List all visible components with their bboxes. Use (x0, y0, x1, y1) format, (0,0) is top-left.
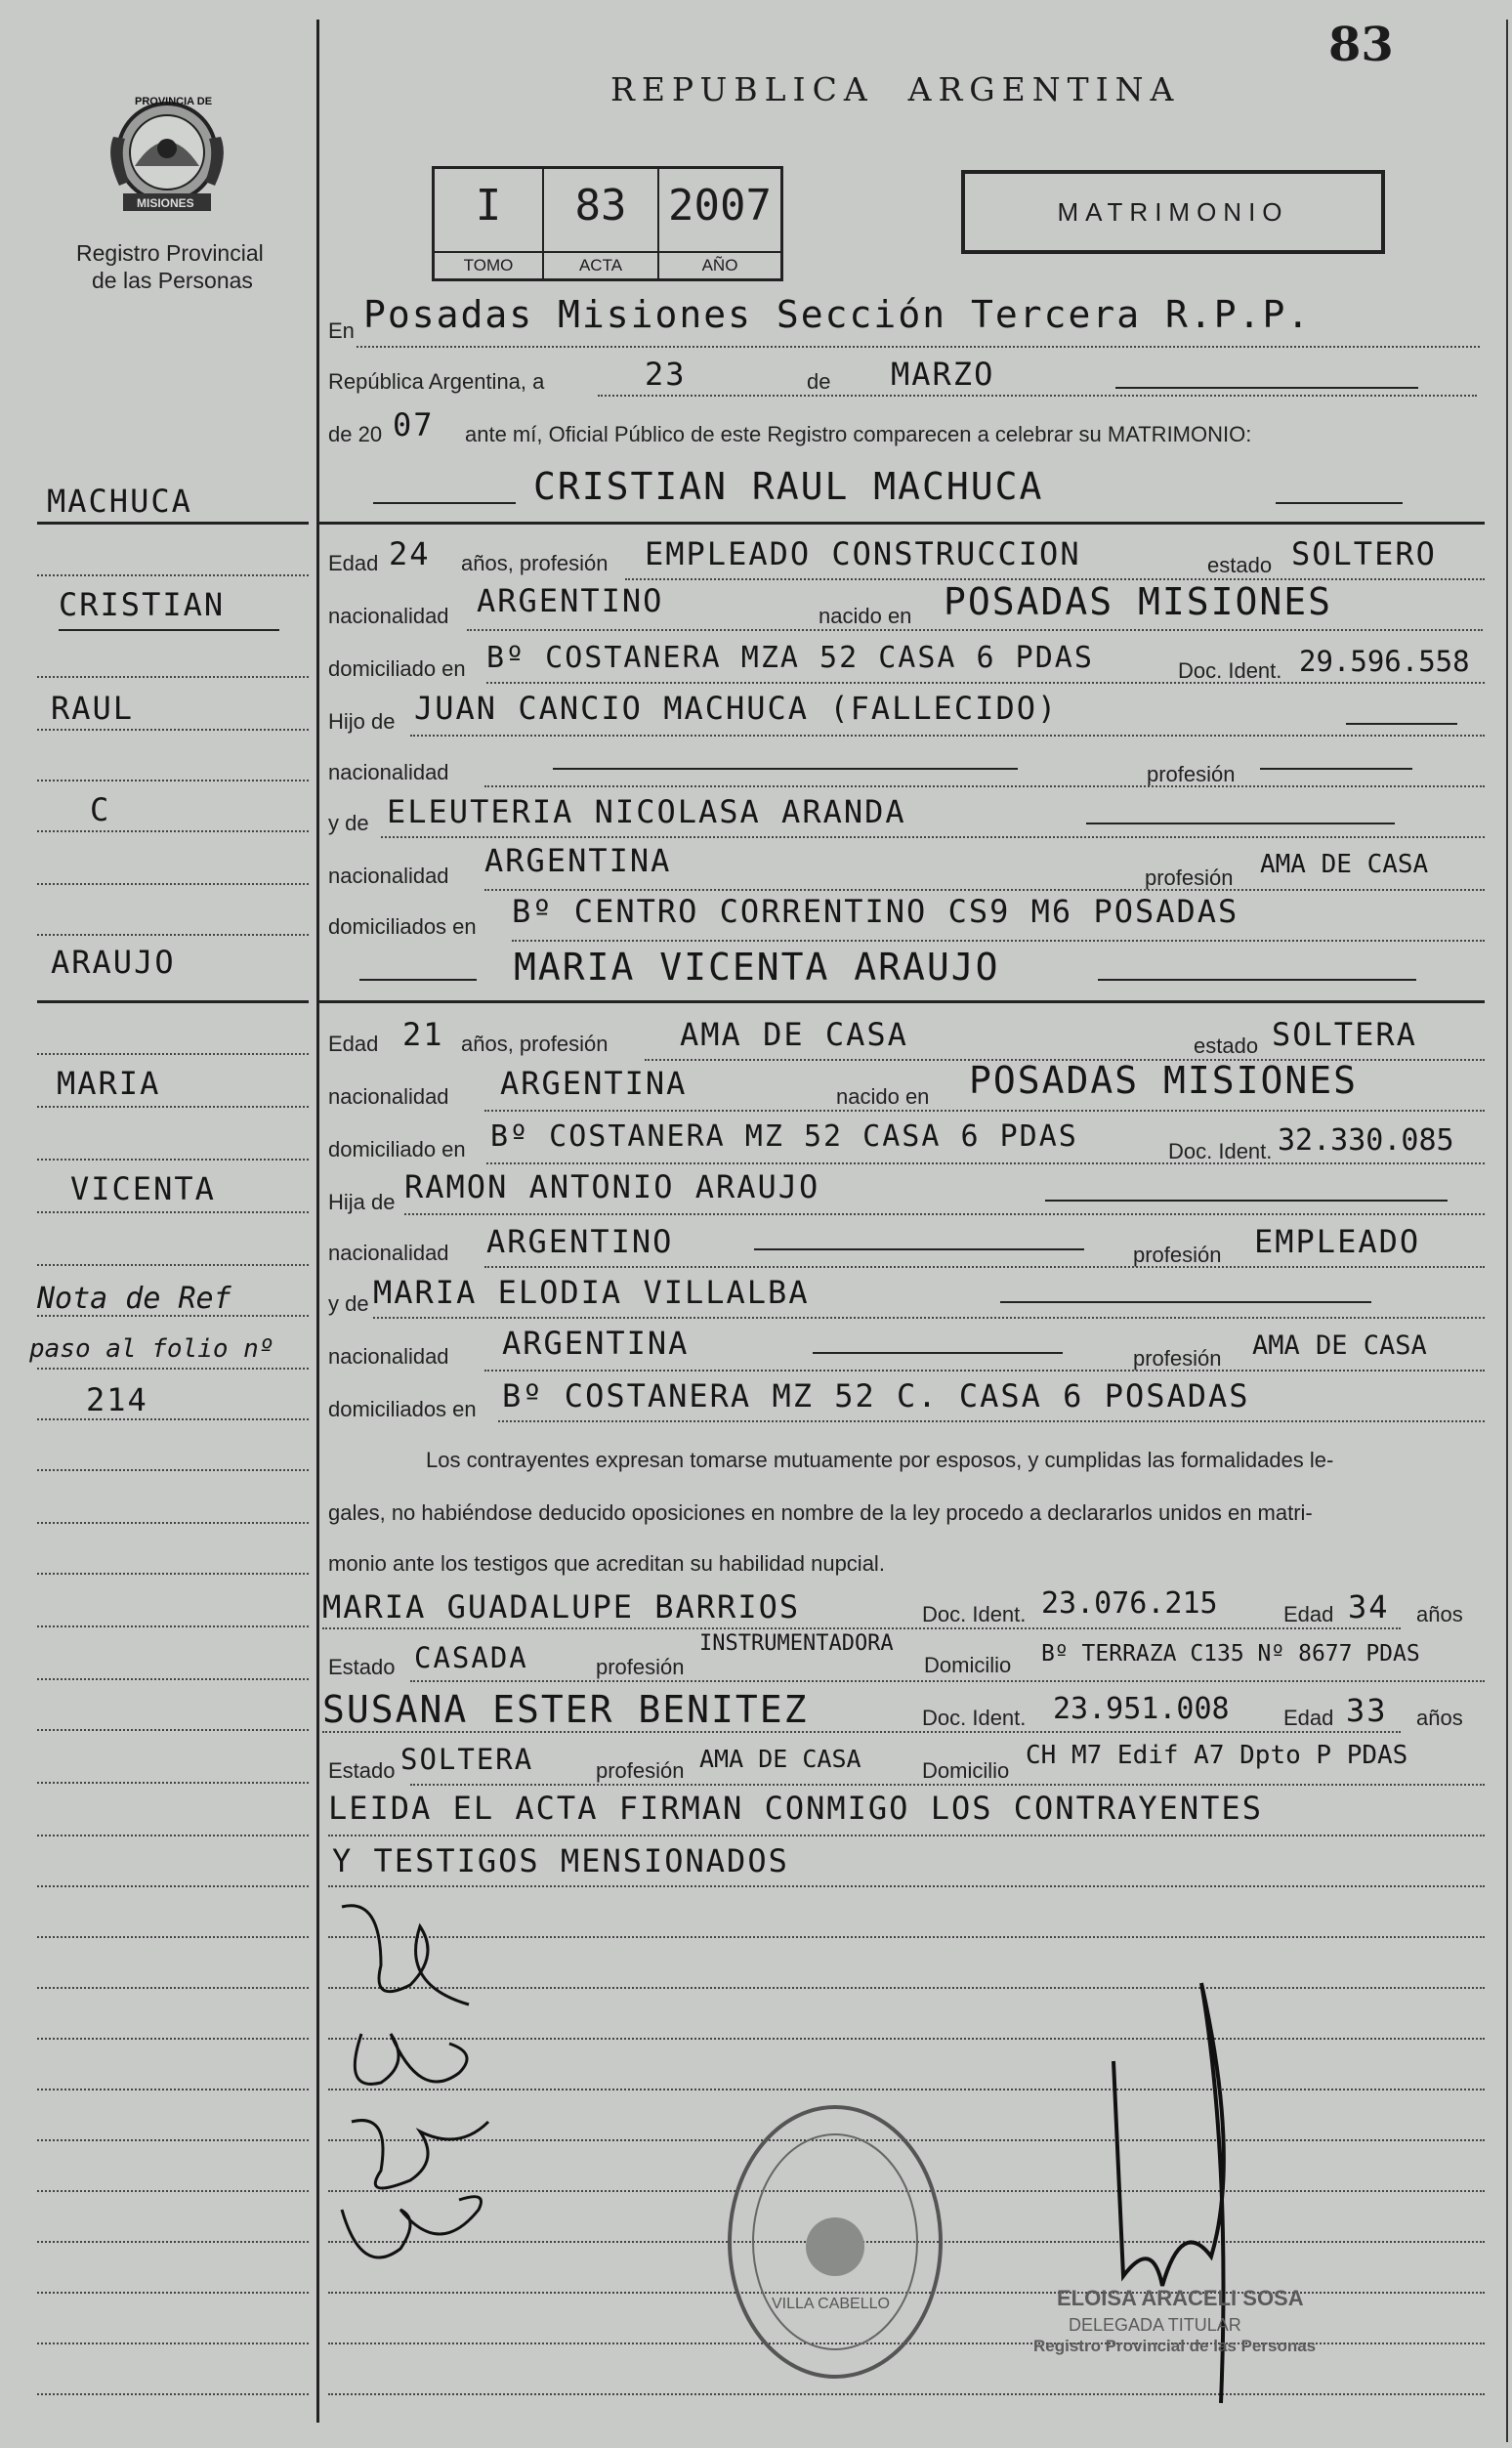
province-seal (105, 88, 229, 221)
round-seal (723, 2100, 947, 2384)
bride-profession: AMA DE CASA (680, 1016, 908, 1053)
bride-father-profession: EMPLEADO (1254, 1223, 1421, 1260)
stamp-line2: DELEGADA TITULAR (1069, 2315, 1241, 2335)
witness2-edad-label: Edad (1283, 1706, 1334, 1730)
bride-mother: MARIA ELODIA VILLALBA (373, 1274, 810, 1311)
acta-label: ACTA (544, 251, 657, 278)
bride-doc-label: Doc. Ident. (1168, 1139, 1273, 1163)
margin-bride-name1: MARIA (57, 1065, 161, 1102)
groom-mother-profession: AMA DE CASA (1260, 850, 1429, 879)
bride-prof-label: años, profesión (461, 1032, 609, 1056)
groom-doc: 29.596.558 (1299, 645, 1470, 678)
groom-estado-label: estado (1207, 553, 1273, 577)
country-title: REPUBLICA ARGENTINA (610, 70, 1181, 108)
bride-nacido-label: nacido en (836, 1084, 930, 1109)
bride-full-name: MARIA VICENTA ARAUJO (514, 946, 1000, 989)
margin-divider (316, 20, 319, 2423)
bride-parents-dom-label: domiciliados en (328, 1397, 477, 1421)
bride-father-prof-label: profesión (1133, 1243, 1222, 1267)
bride-nac-label: nacionalidad (328, 1084, 449, 1109)
witness2-anios: años (1416, 1706, 1463, 1730)
bride-mother-nationality: ARGENTINA (502, 1325, 690, 1362)
groom-address: Bº COSTANERA MZA 52 CASA 6 PDAS (486, 641, 1094, 675)
groom-full-name: CRISTIAN RAUL MACHUCA (533, 465, 1044, 508)
contracting-parties-signatures (322, 1887, 508, 2298)
groom-parents-dom-label: domiciliados en (328, 914, 477, 939)
bride-edad-label: Edad (328, 1032, 379, 1056)
witness1-status: CASADA (414, 1641, 528, 1674)
republica-label: República Argentina, a (328, 369, 545, 394)
year-suffix: 07 (393, 406, 435, 443)
bride-father-nac-label: nacionalidad (328, 1241, 449, 1265)
witness1-anios: años (1416, 1602, 1463, 1626)
closing-line2: Y TESTIGOS MENSIONADOS (332, 1842, 789, 1879)
groom-nacido-label: nacido en (819, 604, 912, 628)
bride-nationality: ARGENTINA (500, 1065, 688, 1102)
witness2-profession: AMA DE CASA (699, 1745, 861, 1773)
witness2-status: SOLTERA (400, 1743, 534, 1776)
anio-value: 2007 (668, 181, 772, 231)
declaration-line1: Los contrayentes expresan tomarse mutuamente por esposos, y cumplidas las formalidades le- (426, 1448, 1334, 1472)
witness2-address: CH M7 Edif A7 Dpto P PDAS (1026, 1741, 1408, 1770)
margin-note3: 214 (86, 1381, 148, 1418)
witness1-profession: INSTRUMENTADORA (699, 1631, 894, 1656)
stamp-line3: Registro Provincial de las Personas (1033, 2337, 1317, 2355)
round-seal-text: VILLA CABELLO (772, 2296, 890, 2312)
groom-mother-nac-label: nacionalidad (328, 864, 449, 888)
groom-age: 24 (389, 535, 431, 572)
bride-father-nationality: ARGENTINO (486, 1223, 674, 1260)
year-label: de 20 (328, 422, 383, 446)
witness2-age: 33 (1346, 1692, 1388, 1729)
tomo-label: TOMO (435, 251, 542, 278)
margin-groom-name2: RAUL (51, 690, 135, 727)
groom-prof-label: años, profesión (461, 551, 609, 575)
place: Posadas Misiones Sección Tercera R.P.P. (363, 293, 1312, 336)
groom-dom-label: domiciliado en (328, 656, 466, 681)
de-label: de (807, 369, 831, 394)
witness1-name: MARIA GUADALUPE BARRIOS (322, 1588, 801, 1625)
seal-bottom-text: MISIONES (137, 196, 194, 210)
seal-top-text: PROVINCIA DE (135, 96, 213, 107)
tomo-value: I (475, 181, 502, 231)
groom-nationality: ARGENTINO (477, 582, 664, 619)
page-number: 83 (1328, 18, 1394, 72)
witness1-doc-label: Doc. Ident. (922, 1602, 1027, 1626)
margin-groom-initial: C (90, 791, 111, 828)
witness2-doc-label: Doc. Ident. (922, 1706, 1027, 1730)
witness1-estado-label: Estado (328, 1655, 396, 1679)
groom-doc-label: Doc. Ident. (1178, 658, 1282, 683)
groom-father-nac-label: nacionalidad (328, 760, 449, 784)
en-label: En (328, 318, 355, 343)
groom-father: JUAN CANCIO MACHUCA (FALLECIDO) (414, 690, 1059, 727)
witness1-edad-label: Edad (1283, 1602, 1334, 1626)
margin-bride-name2: VICENTA (70, 1170, 216, 1207)
bride-father: RAMON ANTONIO ARAUJO (404, 1168, 820, 1205)
record-box (432, 166, 783, 281)
month: MARZO (891, 356, 995, 393)
groom-profession: EMPLEADO CONSTRUCCION (645, 535, 1081, 572)
bride-age: 21 (402, 1016, 444, 1053)
bride-hija-label: Hija de (328, 1190, 396, 1214)
margin-note1: Nota de Ref (37, 1282, 231, 1316)
declaration-line3: monio ante los testigos que acreditan su habilidad nupcial. (328, 1551, 885, 1576)
witness1-dom-label: Domicilio (924, 1653, 1012, 1677)
groom-hijo-label: Hijo de (328, 709, 396, 734)
groom-status: SOLTERO (1291, 535, 1437, 572)
right-border (1506, 20, 1508, 2442)
acta-value: 83 (574, 181, 627, 231)
witness2-name: SUSANA ESTER BENITEZ (322, 1688, 809, 1731)
document-type: MATRIMONIO (961, 170, 1385, 254)
witness1-address: Bº TERRAZA C135 Nº 8677 PDAS (1041, 1641, 1420, 1667)
bride-birthplace: POSADAS MISIONES (969, 1059, 1359, 1102)
groom-father-prof-label: profesión (1147, 762, 1236, 786)
witness2-prof-label: profesión (596, 1758, 685, 1783)
anio-label: AÑO (659, 251, 780, 278)
bride-status: SOLTERA (1272, 1016, 1417, 1053)
bride-yde-label: y de (328, 1291, 369, 1316)
groom-birthplace: POSADAS MISIONES (944, 580, 1333, 623)
witness1-prof-label: profesión (596, 1655, 685, 1679)
declaration-line2: gales, no habiéndose deducido oposiciones en nombre de la ley procedo a declararlos unidos en matri- (328, 1500, 1313, 1525)
groom-nac-label: nacionalidad (328, 604, 449, 628)
margin-groom-surname: MACHUCA (47, 483, 192, 520)
stamp-line1: ELOISA ARACELI SOSA (1057, 2286, 1304, 2310)
bride-doc: 32.330.085 (1278, 1123, 1454, 1158)
witness2-dom-label: Domicilio (922, 1758, 1010, 1783)
statement: ante mí, Oficial Público de este Registro comparecen a celebrar su MATRIMONIO: (465, 422, 1252, 446)
witness1-age: 34 (1348, 1588, 1390, 1625)
groom-yde-label: y de (328, 811, 369, 835)
bride-estado-label: estado (1194, 1034, 1259, 1058)
registry-line2: de las Personas (92, 268, 253, 293)
witness2-estado-label: Estado (328, 1758, 396, 1783)
witness1-doc: 23.076.215 (1041, 1586, 1218, 1621)
groom-mother-nationality: ARGENTINA (484, 842, 672, 879)
bride-dom-label: domiciliado en (328, 1137, 466, 1161)
bride-mother-profession: AMA DE CASA (1252, 1330, 1427, 1361)
registry-line1: Registro Provincial (76, 240, 264, 266)
witness2-doc: 23.951.008 (1053, 1692, 1230, 1726)
groom-mother-prof-label: profesión (1145, 865, 1234, 890)
groom-edad-label: Edad (328, 551, 379, 575)
margin-groom-name1: CRISTIAN (59, 586, 226, 623)
groom-parents-address: Bº CENTRO CORRENTINO CS9 M6 POSADAS (512, 893, 1239, 930)
bride-mother-nac-label: nacionalidad (328, 1344, 449, 1369)
bride-mother-prof-label: profesión (1133, 1346, 1222, 1371)
bride-address: Bº COSTANERA MZ 52 CASA 6 PDAS (490, 1119, 1078, 1154)
day: 23 (645, 356, 687, 393)
bride-parents-address: Bº COSTANERA MZ 52 C. CASA 6 POSADAS (502, 1377, 1250, 1414)
margin-note2: paso al folio nº (29, 1334, 274, 1364)
closing-line1: LEIDA EL ACTA FIRMAN CONMIGO LOS CONTRAYENTES (328, 1790, 1263, 1827)
margin-bride-surname: ARAUJO (51, 944, 176, 981)
groom-mother: ELEUTERIA NICOLASA ARANDA (387, 793, 906, 830)
